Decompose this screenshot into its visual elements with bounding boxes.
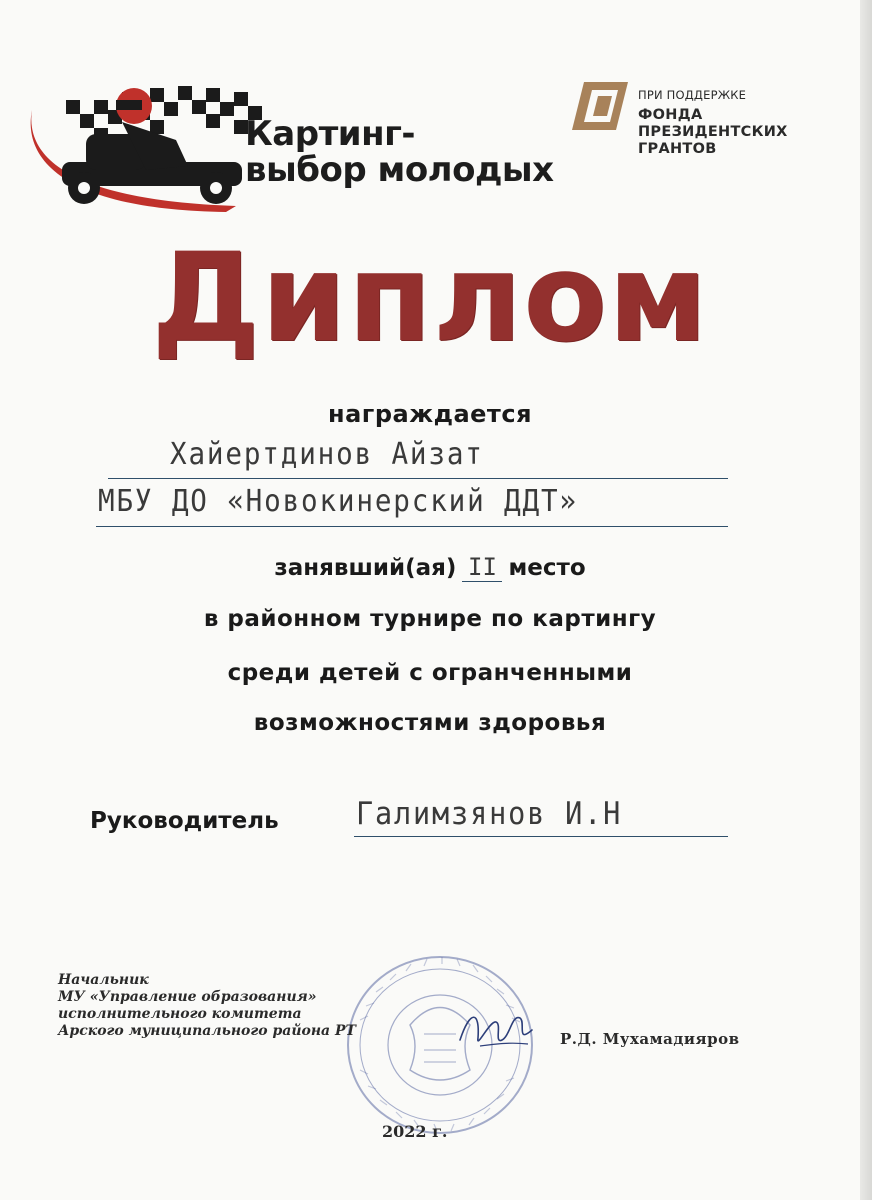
diploma-heading: Диплом bbox=[151, 227, 709, 369]
recipient-organization: МБУ ДО «Новокинерский ДДТ» bbox=[98, 484, 578, 519]
chief-line1: Начальник bbox=[58, 972, 149, 988]
name-underline bbox=[108, 478, 728, 479]
grant-line2: ПРЕЗИДЕНТСКИХ bbox=[638, 124, 788, 140]
head-name: Галимзянов И.Н bbox=[356, 796, 623, 832]
chief-block bbox=[58, 972, 356, 1040]
grant-line3: ГРАНТОВ bbox=[638, 141, 717, 157]
signature-icon bbox=[450, 1000, 540, 1060]
logo-title-line1: Картинг- bbox=[245, 114, 415, 154]
place-suffix: место bbox=[508, 555, 586, 581]
grant-logo bbox=[570, 78, 820, 168]
logo-title-line2: выбор молодых bbox=[245, 150, 554, 190]
tournament-line3: возможностями здоровья bbox=[253, 710, 607, 736]
presidential-grants-fund-icon bbox=[570, 78, 632, 134]
organization-underline bbox=[96, 526, 728, 527]
grant-support-text: ПРИ ПОДДЕРЖКЕ bbox=[638, 88, 747, 102]
awarded-text: награждается bbox=[328, 400, 532, 428]
chief-line3: исполнительного комитета bbox=[58, 1006, 302, 1022]
chief-line2: МУ «Управление образования» bbox=[58, 989, 317, 1005]
tournament-line2: среди детей с огранченными bbox=[227, 660, 633, 686]
place-prefix: занявший(ая) bbox=[274, 555, 457, 581]
head-label: Руководитель bbox=[90, 808, 279, 834]
tournament-line1: в районном турнире по картингу bbox=[203, 606, 657, 632]
year: 2022 г. bbox=[382, 1122, 448, 1141]
recipient-name: Хайертдинов Айзат bbox=[170, 437, 484, 472]
head-underline bbox=[354, 836, 728, 837]
chief-line4: Арского муниципального района РТ bbox=[58, 1023, 356, 1039]
chief-name: Р.Д. Мухамадияров bbox=[560, 1030, 740, 1048]
paper-edge bbox=[860, 0, 872, 1200]
place-value: II bbox=[462, 553, 502, 582]
place-line bbox=[0, 553, 860, 582]
grant-line1: ФОНДА bbox=[638, 107, 703, 123]
